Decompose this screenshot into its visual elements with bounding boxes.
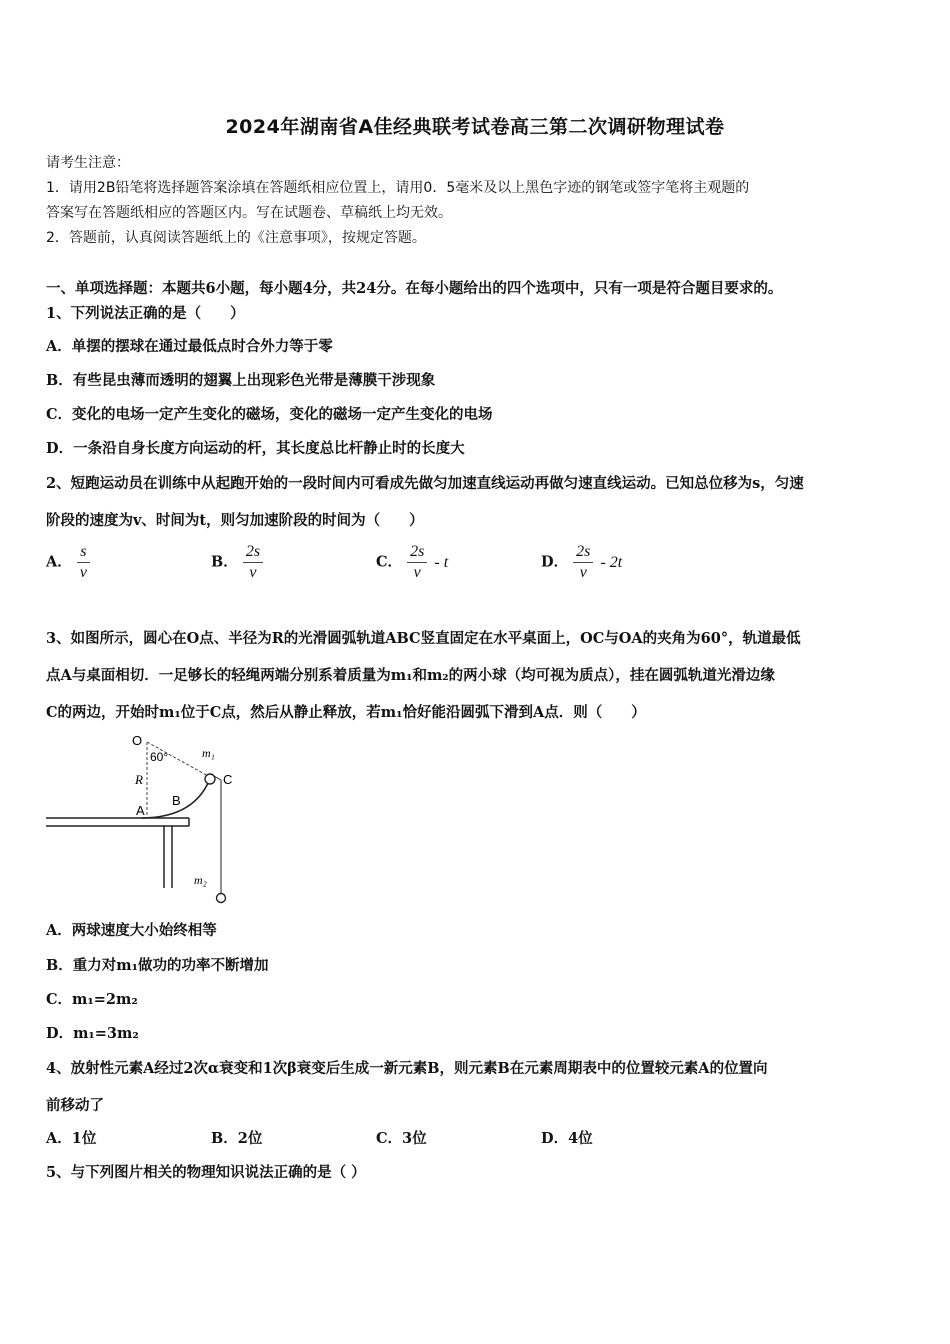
q1-option-d: D．一条沿自身长度方向运动的杆，其长度总比杆静止时的长度大	[46, 440, 465, 457]
q3-stem-line-2: 点A与桌面相切．一足够长的轻绳两端分别系着质量为m₁和m₂的两小球（均可视为质点），挂在圆弧轨道光滑边缘	[46, 667, 775, 684]
q2-option-c-tail: - t	[434, 553, 449, 571]
q2-option-d-label: D．	[541, 553, 569, 571]
page-title: 2024年湖南省A佳经典联考试卷高三第二次调研物理试卷	[225, 116, 725, 138]
label-m1: m₁	[202, 746, 215, 760]
q2-option-b-fraction	[243, 542, 263, 583]
q2-option-a-label: A．	[46, 553, 72, 571]
q3-option-a: A．两球速度大小始终相等	[46, 922, 217, 939]
q2-option-a-numerator: s	[77, 542, 90, 563]
q4-stem-line-1: 4、放射性元素A经过2次α衰变和1次β衰变后生成一新元素B，则元素B在元素周期表中的位置较元素A的位置向	[46, 1060, 768, 1077]
q2-option-d-tail: - 2t	[600, 553, 623, 571]
q2-option-a	[46, 542, 90, 583]
q2-option-d-denominator: v	[579, 564, 587, 581]
q2-option-c-label: C．	[376, 553, 403, 571]
q3-stem-line-3: C的两边，开始时m₁位于C点，然后从静止释放，若m₁恰好能沿圆弧下滑到A点．则（ ）	[46, 704, 646, 721]
q3-option-b: B．重力对m₁做功的功率不断增加	[46, 957, 269, 974]
q2-option-d-numerator: 2s	[573, 542, 593, 563]
q3-stem-line-1: 3、如图所示，圆心在O点、半径为R的光滑圆弧轨道ABC竖直固定在水平桌面上，OC与OA的夹角为60°，轨道最低	[46, 630, 801, 647]
label-m2: m₂	[194, 873, 207, 887]
label-o: O	[132, 733, 143, 748]
q4-stem-line-2: 前移动了	[46, 1097, 104, 1114]
q2-stem-line-2: 阶段的速度为v、时间为t，则匀加速阶段的时间为（ ）	[46, 512, 424, 529]
q1-option-c: C．变化的电场一定产生变化的磁场，变化的磁场一定产生变化的电场	[46, 406, 493, 423]
q2-option-a-fraction	[77, 542, 90, 583]
q2-option-c-numerator: 2s	[407, 542, 427, 563]
q4-option-c: C．3位	[376, 1130, 427, 1147]
label-angle: 60°	[150, 750, 169, 764]
ball-m2	[217, 894, 226, 903]
q2-option-d	[541, 542, 622, 583]
q1-option-b: B．有些昆虫薄而透明的翅翼上出现彩色光带是薄膜干涉现象	[46, 372, 436, 389]
notice-line-2: 答案写在答题纸相应的答题区内。写在试题卷、草稿纸上均无效。	[46, 205, 452, 221]
q2-option-a-denominator: v	[79, 564, 87, 581]
q2-option-d-fraction	[573, 542, 593, 583]
q1-option-a: A．单摆的摆球在通过最低点时合外力等于零	[46, 338, 333, 355]
q2-option-c-fraction	[407, 542, 427, 583]
label-b: B	[172, 793, 181, 808]
q2-option-b-numerator: 2s	[243, 542, 263, 563]
q4-option-a: A．1位	[46, 1130, 97, 1147]
q5-stem: 5、与下列图片相关的物理知识说法正确的是（ ）	[46, 1164, 366, 1181]
q4-option-b: B．2位	[211, 1130, 263, 1147]
q2-stem-line-1: 2、短跑运动员在训练中从起跑开始的一段时间内可看成先做匀加速直线运动再做匀速直线运动。已知总位移为s，匀速	[46, 475, 804, 492]
notice-line-3: 2．答题前，认真阅读答题纸上的《注意事项》，按规定答题。	[46, 230, 426, 246]
q4-option-d: D．4位	[541, 1130, 593, 1147]
q1-stem: 1、下列说法正确的是（ ）	[46, 305, 245, 322]
q3-option-d: D．m₁=3m₂	[46, 1025, 139, 1042]
label-c: C	[223, 772, 233, 787]
q2-option-b	[211, 542, 263, 583]
label-a: A	[136, 803, 145, 818]
ball-m1	[205, 774, 215, 784]
q2-option-b-denominator: v	[249, 564, 257, 581]
notice-line-1: 1．请用2B铅笔将选择题答案涂填在答题纸相应位置上，请用0．5毫米及以上黑色字迹的钢笔或签字笔将主观题的	[46, 180, 750, 196]
q3-figure	[46, 732, 246, 907]
q2-option-b-label: B．	[211, 553, 238, 571]
q2-option-c	[376, 542, 448, 583]
section-heading: 一、单项选择题：本题共6小题，每小题4分，共24分。在每小题给出的四个选项中，只有一项是符合题目要求的。	[46, 280, 783, 297]
notice-heading: 请考生注意：	[46, 155, 130, 171]
q3-option-c: C．m₁=2m₂	[46, 991, 138, 1008]
label-r: R	[135, 772, 143, 787]
q2-option-c-denominator: v	[413, 564, 421, 581]
